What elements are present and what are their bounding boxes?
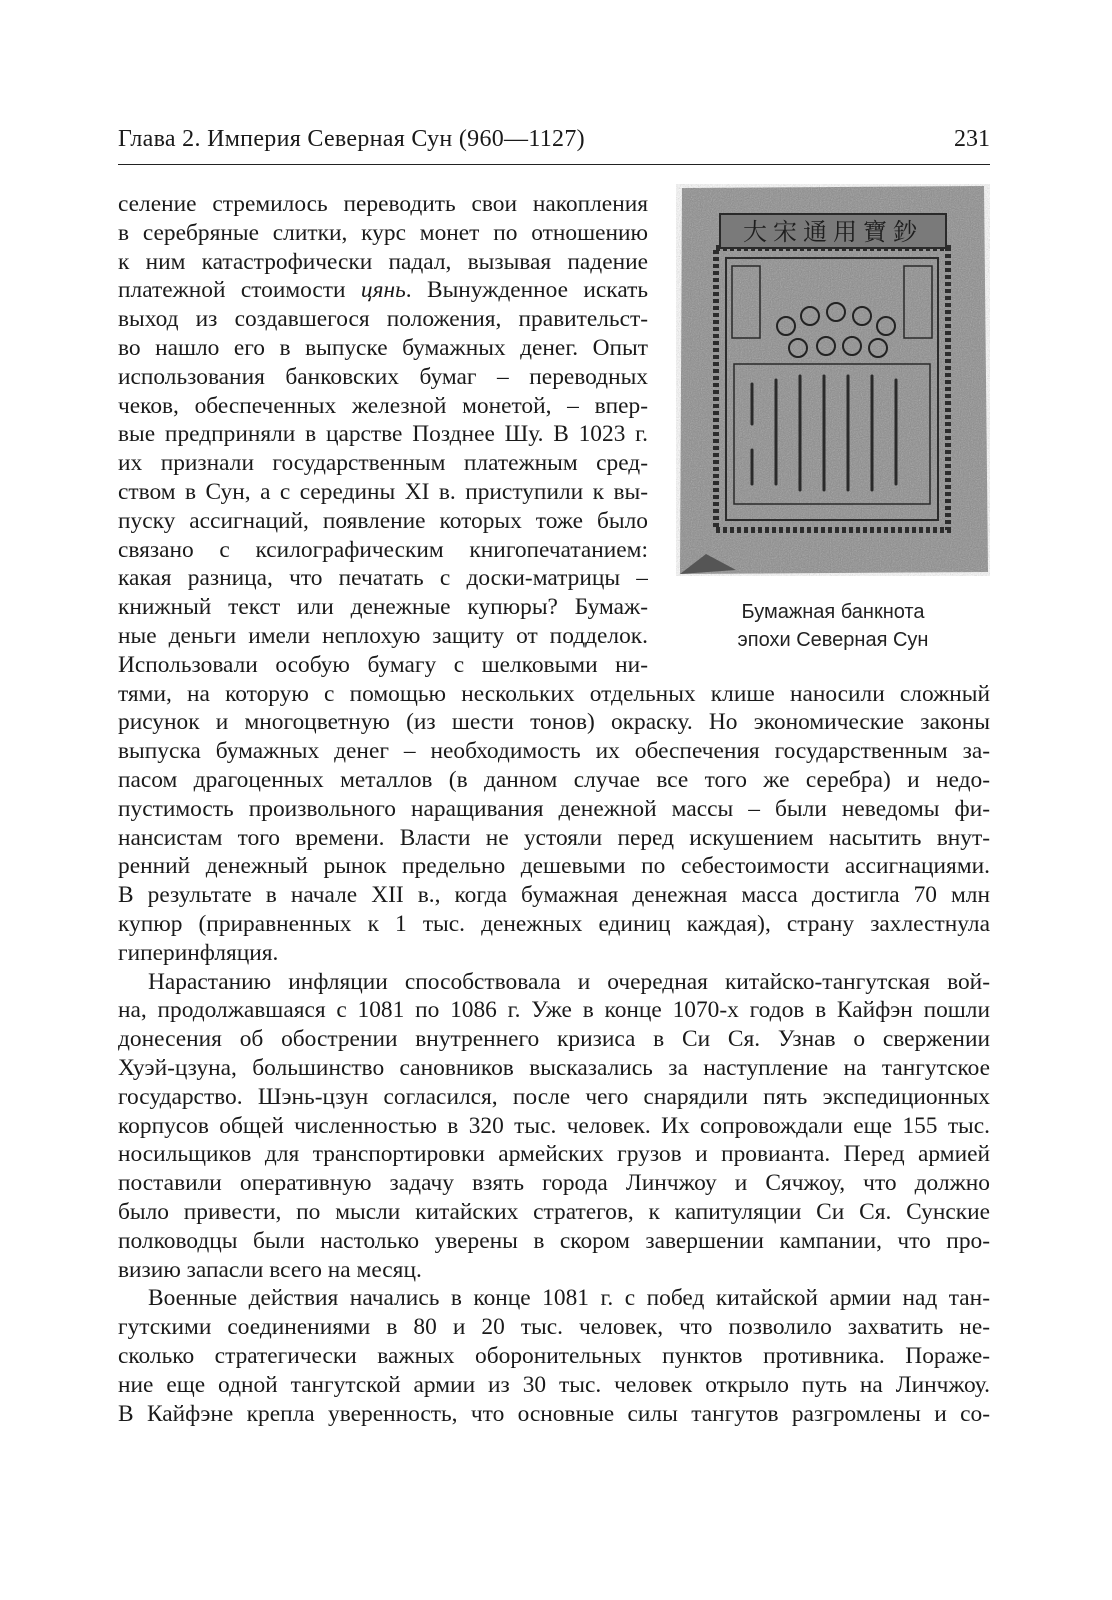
- text-line: вые предприняли в царстве Позднее Шу. В 1023 г.: [118, 421, 648, 448]
- text-line: какая разница, что печатать с доски-матрицы –: [118, 565, 648, 592]
- text-line: выход из создавшегося положения, правительст-: [118, 306, 648, 333]
- text-line: пуску ассигнаций, появление которых тоже было: [118, 507, 648, 534]
- text-line: гиперинфляция.: [118, 939, 279, 966]
- figure-caption: [676, 598, 990, 654]
- banknote-image: [676, 184, 990, 576]
- text-line: государство. Шэнь-цзун согласился, после чего снарядили пять экспедиционных: [118, 1083, 990, 1110]
- text-line: ные деньги имели неплохую защиту от подделок.: [118, 622, 648, 649]
- text-line: ренний денежный рынок предельно дешевыми по себестоимости ассигнациями.: [118, 853, 990, 880]
- text-line: визию запасли всего на месяц.: [118, 1256, 422, 1283]
- text-line: Хуэй-цзуна, большинство сановников высказались за наступление на тангутское: [118, 1054, 990, 1081]
- paragraph-continued: [118, 680, 990, 968]
- text-line: было привести, по мысли китайских стратегов, к капитуляции Си Ся. Сунские: [118, 1198, 990, 1225]
- text-line: гутскими соединениями в 80 и 20 тыс. человек, что позволило захватить не-: [118, 1314, 990, 1341]
- text-line: их признали государственным платежным сред-: [118, 450, 648, 477]
- text-line: нансистам того времени. Власти не устояли перед искушением насытить внут-: [118, 824, 990, 851]
- caption-line-2: эпохи Северная Сун: [737, 629, 929, 651]
- text-line: книжный текст или денежные купюры? Бумаж-: [118, 594, 648, 621]
- text-line: носильщиков для транспортировки армейских грузов и провианта. Перед армией: [118, 1141, 990, 1168]
- paragraph-campaign: [118, 1284, 990, 1428]
- text-line: пустимость произвольного наращивания денежной массы – были неведомы фи-: [118, 795, 990, 822]
- text-line: сколько стратегически важных оборонительных пунктов противника. Пораже-: [118, 1342, 990, 1369]
- text-line: использования банковских бумаг – переводных: [118, 363, 648, 390]
- text-line: поставили оперативную задачу взять города Линчжоу и Сячжоу, что должно: [118, 1170, 990, 1197]
- text-line: В результате в начале XII в., когда бумажная денежная масса достигла 70 млн: [118, 882, 990, 909]
- text-line: В Кайфэне крепла уверенность, что основные силы тангутов разгромлены и со-: [118, 1400, 990, 1427]
- paragraph-war: [118, 968, 990, 1285]
- chapter-title: Глава 2. Империя Северная Сун (960—1127): [118, 126, 585, 152]
- caption-line-1: Бумажная банкнота: [741, 601, 925, 623]
- text-line: ние еще одной тангутской армии из 30 тыс. человек открыло путь на Линчжоу.: [118, 1371, 990, 1398]
- page-number: 231: [954, 126, 990, 152]
- paragraph-wrapped: [118, 190, 648, 680]
- text-line: полководцы были настолько уверены в скором завершении кампании, что про-: [118, 1227, 990, 1254]
- text-line: к ним катастрофически падал, вызывая падение: [118, 248, 648, 275]
- text-line: донесения об обострении внутреннего кризиса в Си Ся. Узнав о свержении: [118, 1026, 990, 1053]
- text-line: на, продолжавшаяся с 1081 по 1086 г. Уже в конце 1070-х годов в Кайфэн пошли: [118, 997, 990, 1024]
- text-line: рисунок и многоцветную (из шести тонов) окраску. Но экономические законы: [118, 709, 990, 736]
- text-line: во нашло его в выпуске бумажных денег. Опыт: [118, 334, 648, 361]
- banknote-figure: [676, 184, 990, 654]
- text-line: [118, 276, 648, 305]
- text-line: ством в Сун, а с середины XI в. приступили к вы-: [118, 478, 648, 505]
- text-line: чеков, обеспеченных железной монетой, – впер-: [118, 392, 648, 419]
- text-line: Использовали особую бумагу с шелковыми ни-: [118, 651, 648, 678]
- text-line: связано с ксилографическим книгопечатанием:: [118, 536, 648, 563]
- text-line: Нарастанию инфляции способствовала и очередная китайско-тангутская вой-: [148, 968, 990, 995]
- text-line: селение стремилось переводить свои накопления: [118, 191, 648, 217]
- text-line: в серебряные слитки, курс монет по отношению: [118, 219, 648, 246]
- text-line: Военные действия начались в конце 1081 г. с побед китайской армии над тан-: [148, 1285, 990, 1312]
- text-line: выпуска бумажных денег – необходимость их обеспечения государственным за-: [118, 738, 990, 765]
- italic-term: цянь: [360, 277, 406, 304]
- text-fragment: платежной стоимости: [118, 277, 361, 304]
- running-header: [118, 120, 990, 165]
- text-line: пасом драгоценных металлов (в данном случае все того же серебра) и недо-: [118, 766, 990, 793]
- text-line: корпусов общей численностью в 320 тыс. человек. Их сопровождали еще 155 тыс.: [118, 1112, 990, 1139]
- text-line: тями, на которую с помощью нескольких отдельных клише наносили сложный: [118, 680, 990, 707]
- banknote-title: 大宋通用寶鈔: [743, 218, 923, 246]
- text-line: купюр (приравненных к 1 тыс. денежных единиц каждая), страну захлестнула: [118, 910, 990, 937]
- text-fragment: . Вынужденное искать: [405, 277, 648, 304]
